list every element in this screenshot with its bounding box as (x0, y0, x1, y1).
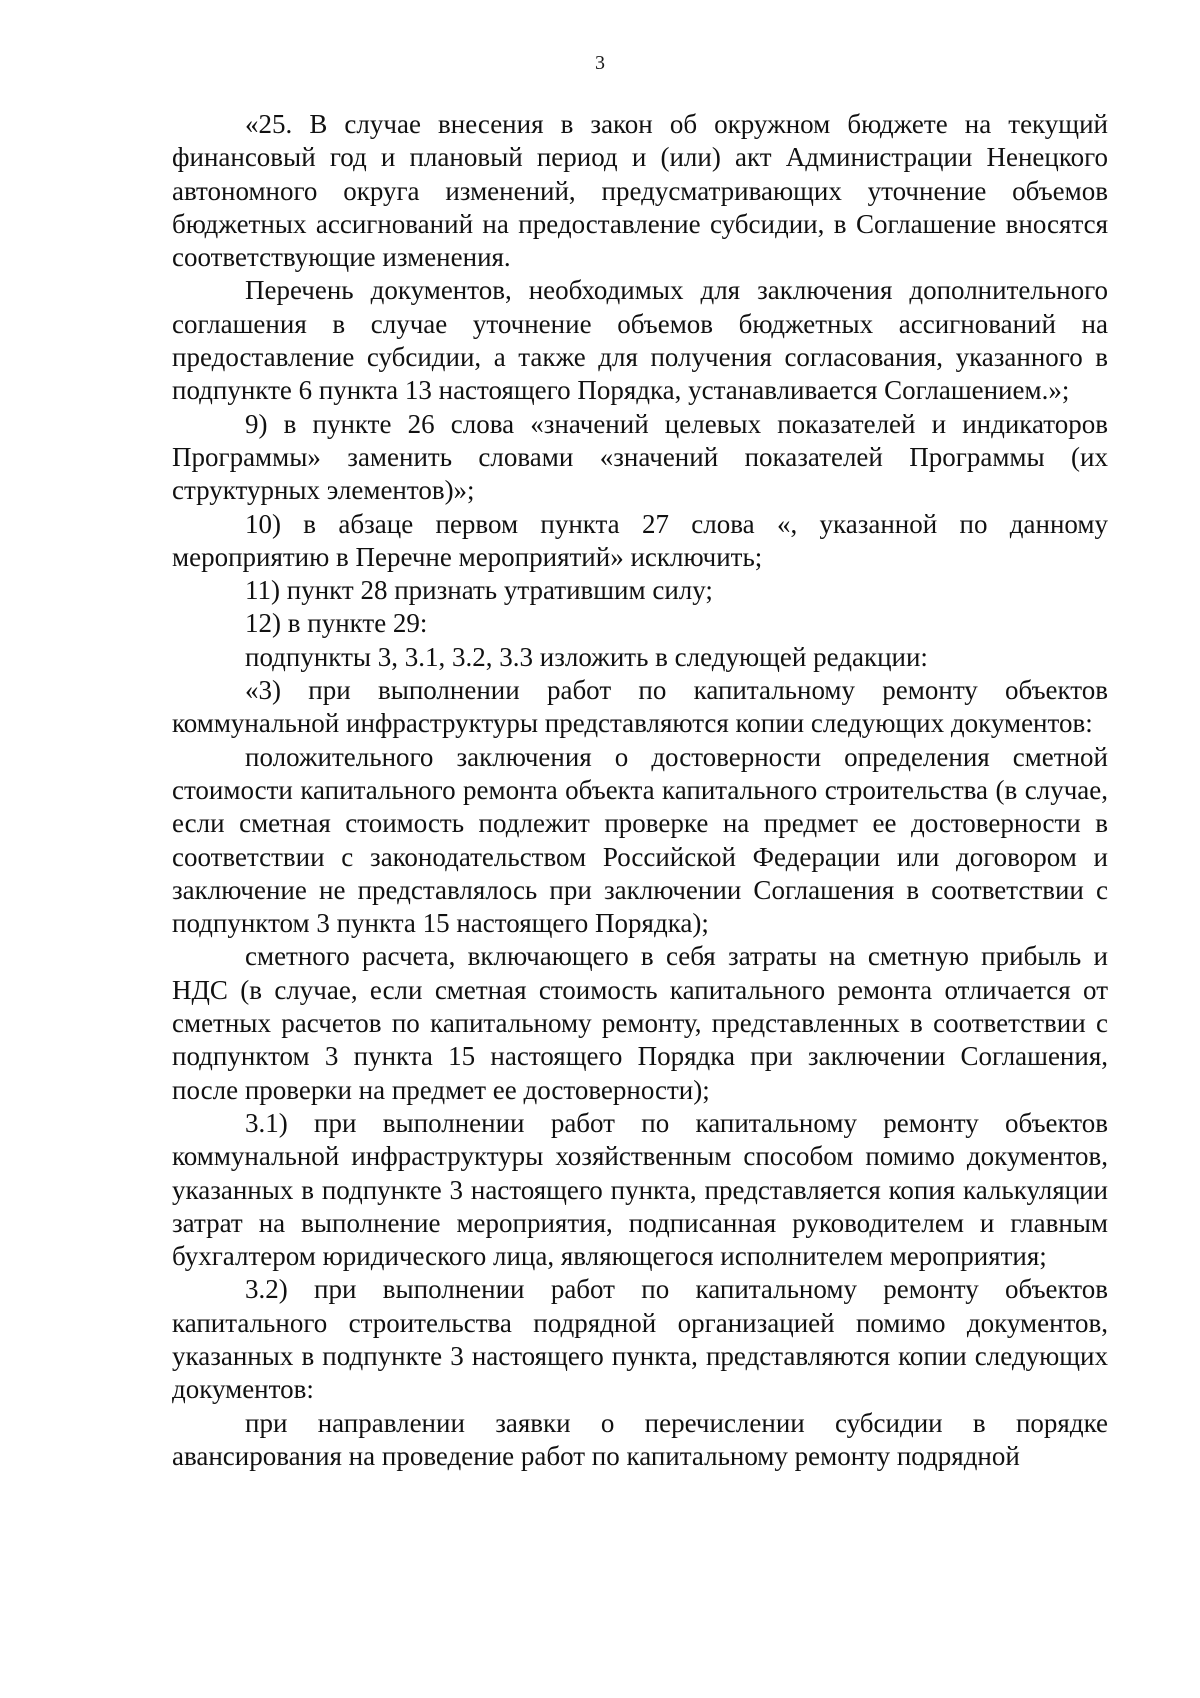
paragraph-25: «25. В случае внесения в закон об окружном бюджете на текущий финансовый год и плановый период и (или) акт Администрации Ненецкого автономного округа изменений, предусматривающих уточнение объемов бюджетных ассигнований на предоставление субсидии, в Соглашение вносятся соответствующие изменения. (172, 109, 1108, 273)
paragraph-estimate: сметного расчета, включающего в себя затраты на сметную прибыль и НДС (в случае, если сметная стоимость капитального ремонта отличается от сметных расчетов по капитальному ремонту, представленных в соответствии с подпунктом 3 пункта 15 настоящего Порядка при заключении Соглашения, после проверки на предмет ее достоверности); (172, 941, 1108, 1105)
paragraph-advance-request: при направлении заявки о перечислении субсидии в порядке авансирования на проведение работ по капитальному ремонту подрядной (172, 1407, 1108, 1471)
paragraph-item-9: 9) в пункте 26 слова «значений целевых показателей и индикаторов Программы» заменить словами «значений показателей Программы (их структурных элементов)»; (172, 408, 1108, 506)
paragraph-positive-conclusion: положительного заключения о достоверности определения сметной стоимости капитального ремонта объекта капитального строительства (в случае, если сметная стоимость подлежит проверке на предмет ее достоверности в соответствии с законодательством Российской Федерации или договором и заключение не представлялось при заключении Соглашения в соответствии с подпунктом 3 пункта 15 настоящего Порядка); (172, 741, 1108, 939)
paragraph-subitem-3-2: 3.2) при выполнении работ по капитальному ремонту объектов капитального строительства подрядной организацией помимо документов, указанных в подпункте 3 настоящего пункта, представляются копии следующих документов: (172, 1274, 1108, 1405)
document-body (172, 108, 1108, 1473)
paragraph-item-11: 11) пункт 28 признать утратившим силу; (245, 575, 713, 606)
paragraph-item-12: 12) в пункте 29: (245, 608, 428, 639)
paragraph-subitems-intro: подпункты 3, 3.1, 3.2, 3.3 изложить в следующей редакции: (245, 641, 928, 672)
paragraph-item-10: 10) в абзаце первом пункта 27 слова «, указанной по данному мероприятию в Перечне мероприятий» исключить; (172, 508, 1108, 572)
paragraph-document-list: Перечень документов, необходимых для заключения дополнительного соглашения в случае уточнение объемов бюджетных ассигнований на предоставление субсидии, а также для получения согласования, указанного в подпункте 6 пункта 13 настоящего Порядка, устанавливается Соглашением.»; (172, 275, 1108, 406)
page-number: 3 (595, 52, 605, 74)
paragraph-subitem-3: «3) при выполнении работ по капитальному ремонту объектов коммунальной инфраструктуры представляются копии следующих документов: (172, 675, 1108, 739)
paragraph-subitem-3-1: 3.1) при выполнении работ по капитальному ремонту объектов коммунальной инфраструктуры хозяйственным способом помимо документов, указанных в подпункте 3 настоящего пункта, представляется копия калькуляции затрат на выполнение мероприятия, подписанная руководителем и главным бухгалтером юридического лица, являющегося исполнителем мероприятия; (172, 1107, 1108, 1272)
